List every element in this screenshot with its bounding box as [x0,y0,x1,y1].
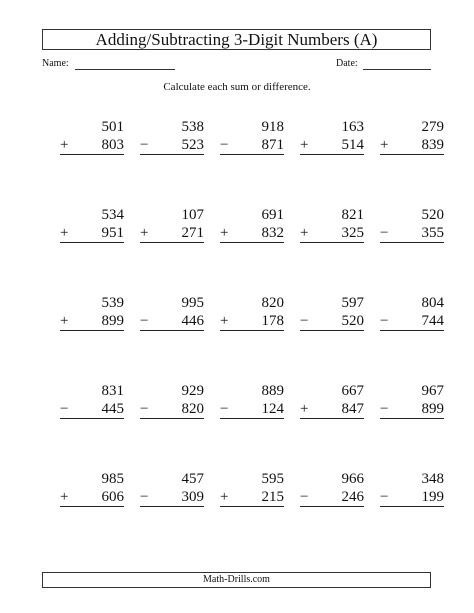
bottom-number: 309 [181,489,204,505]
footer: Math-Drills.com [42,572,431,588]
problem [380,118,444,155]
operator-sign: − [60,401,69,417]
operator-sign: + [300,225,309,241]
bottom-row [380,488,444,507]
operator-sign: − [140,401,149,417]
problem [220,382,284,419]
bottom-number: 445 [101,401,124,417]
bottom-row [300,136,364,155]
operator-sign: + [220,489,229,505]
bottom-row [140,224,204,243]
operator-sign: + [60,137,69,153]
operator-sign: − [140,489,149,505]
operator-sign: − [220,401,229,417]
bottom-row [300,488,364,507]
bottom-row [380,312,444,331]
problem [60,382,124,419]
bottom-row [380,224,444,243]
bottom-number: 514 [341,137,364,153]
top-number: 667 [341,383,364,399]
top-number: 501 [101,119,124,135]
instructions: Calculate each sum or difference. [163,81,311,93]
operator-sign: − [300,313,309,329]
bottom-row [140,400,204,419]
problem [380,382,444,419]
bottom-number: 820 [181,401,204,417]
bottom-row [300,224,364,243]
problem [220,206,284,243]
bottom-row [220,136,284,155]
problem [300,382,364,419]
bottom-row [60,400,124,419]
bottom-row [220,400,284,419]
bottom-number: 520 [341,313,364,329]
bottom-row [60,488,124,507]
problem [140,294,204,331]
problem [60,206,124,243]
operator-sign: − [140,137,149,153]
operator-sign: + [300,401,309,417]
bottom-row [380,136,444,155]
top-number: 597 [341,295,364,311]
top-number: 821 [341,207,364,223]
problem [300,118,364,155]
bottom-number: 606 [101,489,124,505]
top-number: 279 [421,119,444,135]
bottom-row [140,488,204,507]
worksheet-title: Adding/Subtracting 3-Digit Numbers (A) [42,29,431,50]
bottom-number: 832 [261,225,284,241]
operator-sign: − [380,225,389,241]
top-number: 348 [421,471,444,487]
bottom-row [60,224,124,243]
top-number: 820 [261,295,284,311]
operator-sign: + [60,489,69,505]
problem [380,470,444,507]
bottom-number: 124 [261,401,284,417]
top-number: 929 [181,383,204,399]
bottom-row [220,488,284,507]
bottom-number: 246 [341,489,364,505]
bottom-number: 847 [341,401,364,417]
problem [300,294,364,331]
operator-sign: + [300,137,309,153]
bottom-row [300,400,364,419]
bottom-number: 523 [181,137,204,153]
operator-sign: − [220,137,229,153]
bottom-row [140,136,204,155]
bottom-number: 199 [421,489,444,505]
problem [140,206,204,243]
top-number: 995 [181,295,204,311]
bottom-row [60,312,124,331]
top-number: 595 [261,471,284,487]
problem [380,294,444,331]
operator-sign: + [140,225,149,241]
bottom-row [220,224,284,243]
date-line[interactable] [363,69,431,70]
name-line[interactable] [75,69,175,70]
operator-sign: − [380,489,389,505]
problem [140,118,204,155]
top-number: 804 [421,295,444,311]
bottom-number: 355 [421,225,444,241]
bottom-number: 871 [261,137,284,153]
top-number: 691 [261,207,284,223]
top-number: 538 [181,119,204,135]
bottom-number: 325 [341,225,364,241]
bottom-row [300,312,364,331]
bottom-number: 803 [101,137,124,153]
operator-sign: − [380,313,389,329]
bottom-number: 271 [181,225,204,241]
problem [220,470,284,507]
top-number: 918 [261,119,284,135]
operator-sign: + [60,313,69,329]
top-number: 539 [101,295,124,311]
bottom-number: 899 [101,313,124,329]
operator-sign: − [380,401,389,417]
top-number: 831 [101,383,124,399]
operator-sign: + [220,225,229,241]
top-number: 889 [261,383,284,399]
operator-sign: + [60,225,69,241]
top-number: 107 [181,207,204,223]
operator-sign: − [140,313,149,329]
top-number: 163 [341,119,364,135]
bottom-row [380,400,444,419]
problem [60,470,124,507]
problem [380,206,444,243]
problem [140,382,204,419]
bottom-number: 446 [181,313,204,329]
problem [140,470,204,507]
top-number: 966 [341,471,364,487]
problem [220,294,284,331]
operator-sign: + [380,137,389,153]
operator-sign: − [300,489,309,505]
problems-grid [42,118,442,518]
bottom-row [220,312,284,331]
bottom-number: 899 [421,401,444,417]
top-number: 967 [421,383,444,399]
top-number: 985 [101,471,124,487]
problem [300,206,364,243]
top-number: 457 [181,471,204,487]
top-number: 520 [421,207,444,223]
bottom-number: 951 [101,225,124,241]
bottom-row [60,136,124,155]
problem [60,118,124,155]
date-label: Date: [336,58,358,69]
problem [220,118,284,155]
top-number: 534 [101,207,124,223]
problem [300,470,364,507]
bottom-number: 178 [261,313,284,329]
operator-sign: + [220,313,229,329]
bottom-number: 744 [421,313,444,329]
bottom-number: 215 [261,489,284,505]
bottom-number: 839 [421,137,444,153]
bottom-row [140,312,204,331]
name-label: Name: [42,58,69,69]
problem [60,294,124,331]
